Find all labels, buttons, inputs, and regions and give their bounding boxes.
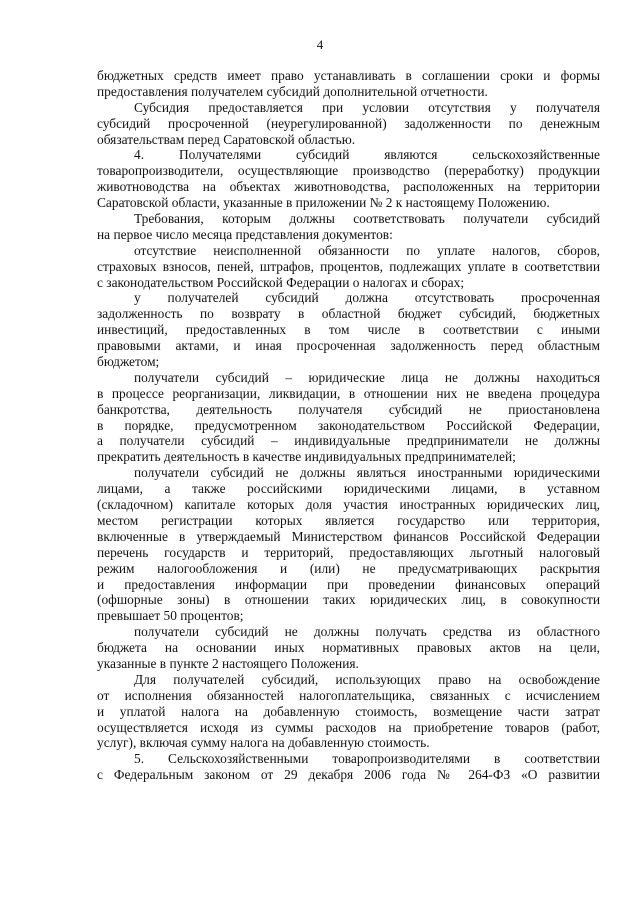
text-line: а получатели субсидий – индивидуальные предприниматели не должны	[97, 433, 600, 449]
text-line: Требования, которым должны соответствовать получатели субсидий	[134, 211, 600, 227]
text-line: Для получателей субсидий, использующих право на освобождение	[134, 671, 600, 687]
text-line: товаропроизводители, осуществляющие производство (переработку) продукции	[97, 163, 600, 179]
document-body	[97, 68, 600, 783]
text-line: банкротства, деятельность получателя субсидий не приостановлена	[97, 401, 600, 417]
text-line: осуществляется исходя из суммы расходов на приобретение товаров (работ,	[97, 719, 600, 735]
text-line: задолженность по возврату в областной бюджет субсидий, бюджетных	[97, 306, 600, 322]
text-line: услуг), включая сумму налога на добавленную стоимость.	[97, 735, 430, 751]
text-line: указанные в пункте 2 настоящего Положения.	[97, 655, 359, 671]
text-line: отсутствие неисполненной обязанности по уплате налогов, сборов,	[134, 242, 600, 258]
text-line: Субсидия предоставляется при условии отсутствия у получателя	[134, 99, 600, 115]
text-line: с законодательством Российской Федерации о налогах и сборах;	[97, 274, 465, 290]
text-line: превышает 50 процентов;	[97, 608, 244, 624]
text-line: субсидий просроченной (неурегулированной) задолженности по денежным	[97, 115, 600, 131]
text-line: (офшорные зоны) в отношении таких юридических лиц, в совокупности	[97, 592, 600, 608]
text-line: животноводства на объектах животноводства, расположенных на территории	[97, 179, 600, 195]
page-number: 4	[316, 37, 324, 52]
text-line: бюджетных средств имеет право устанавливать в соглашении сроки и формы	[97, 68, 600, 83]
text-line: Саратовской области, указанные в приложении № 2 к настоящему Положению.	[97, 195, 550, 211]
text-line: от исполнения обязанностей налогоплательщика, связанных с исчислением	[97, 687, 600, 703]
text-line: прекратить деятельность в качестве индивидуальных предпринимателей;	[97, 449, 516, 465]
text-line: в процессе реорганизации, ликвидации, в отношении них не введена процедура	[97, 385, 600, 401]
text-line: включенные в утверждаемый Министерством финансов Российской Федерации	[97, 528, 600, 544]
text-line: получатели субсидий – юридические лица не должны находиться	[134, 369, 600, 385]
text-line: правовыми актами, и иная просроченная задолженность перед областным	[97, 338, 600, 354]
text-line: получатели субсидий не должны являться иностранными юридическими	[134, 465, 600, 481]
text-line: местом регистрации которых является государство или территория,	[97, 512, 600, 528]
text-line: лицами, а также российскими юридическими лицами, в уставном	[97, 481, 600, 497]
text-line: страховых взносов, пеней, штрафов, процентов, подлежащих уплате в соответствии	[97, 258, 600, 274]
text-line: (складочном) капитале которых доля участия иностранных юридических лиц,	[97, 497, 600, 513]
text-line: 4. Получателями субсидий являются сельскохозяйственные	[134, 147, 600, 163]
text-line: бюджетом;	[97, 354, 160, 370]
text-line: получатели субсидий не должны получать средства из областного	[134, 624, 600, 640]
text-line: перечень государств и территорий, предоставляющих льготный налоговый	[97, 544, 600, 560]
text-line: предоставления получателем субсидий дополнительной отчетности.	[97, 83, 488, 99]
text-line: 5. Сельскохозяйственными товаропроизводителями в соответствии	[134, 751, 600, 767]
text-line: и предоставления информации при проведении финансовых операций	[97, 576, 600, 592]
text-line: инвестиций, предоставленных в том числе в соответствии с иными	[97, 322, 600, 338]
text-line: с Федеральным законом от 29 декабря 2006 года № 264-ФЗ «О развитии	[97, 767, 600, 783]
text-line: режим налогообложения и (или) не предусматривающих раскрытия	[97, 560, 600, 576]
text-line: в порядке, предусмотренном законодательством Российской Федерации,	[97, 417, 600, 433]
text-line: бюджета на основании иных нормативных правовых актов на цели,	[97, 640, 600, 656]
text-line: и уплатой налога на добавленную стоимость, возмещение части затрат	[97, 703, 600, 719]
text-line: у получателей субсидий должна отсутствовать просроченная	[134, 290, 600, 306]
text-line: на первое число месяца представления документов:	[97, 226, 393, 242]
text-line: обязательствам перед Саратовской областью.	[97, 131, 356, 147]
